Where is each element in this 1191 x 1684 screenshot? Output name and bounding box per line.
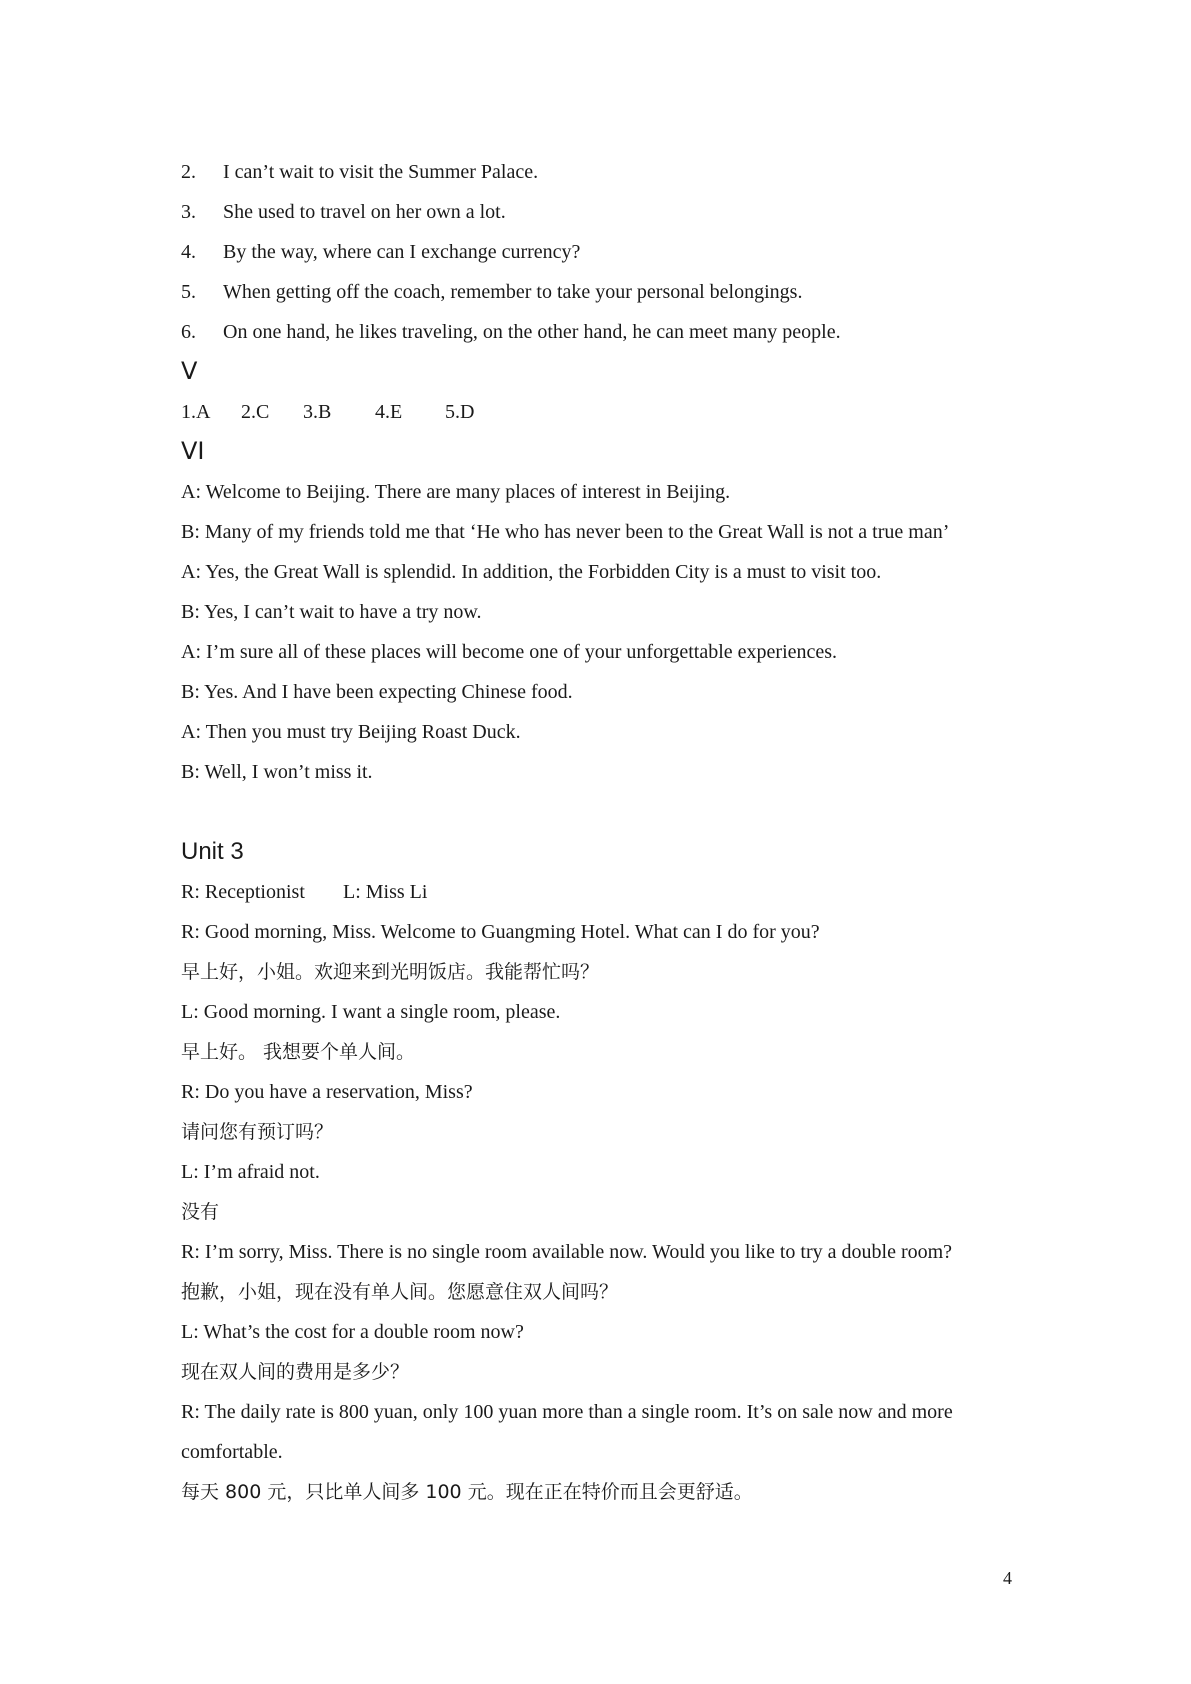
section-v-heading: Ⅴ (181, 358, 198, 385)
translation-line: 现在双人间的费用是多少？ (181, 1361, 410, 1383)
translation-line: 请问您有预订吗？ (181, 1121, 334, 1143)
dialogue-line: A: Welcome to Beijing. There are many places of interest in Beijing. (181, 481, 731, 503)
answer-item: 5.D (445, 401, 475, 423)
translation-line: 抱歉，小姐，现在没有单人间。您愿意住双人间吗？ (181, 1281, 619, 1303)
page-number: 4 (1003, 1568, 1012, 1588)
sentence-number: 4. (181, 241, 196, 263)
sentence-number: 5. (181, 281, 196, 303)
speaker-legend (181, 872, 1021, 912)
sentence-text: By the way, where can I exchange currency? (223, 241, 581, 263)
dialogue-line: R: I’m sorry, Miss. There is no single room available now. Would you like to try a double room? (181, 1241, 953, 1263)
dialogue-line: B: Many of my friends told me that ‘He who has never been to the Great Wall is not a true man’ (181, 521, 950, 543)
dialogue-line: B: Well, I won’t miss it. (181, 761, 373, 783)
answer-item: 4.E (375, 401, 403, 423)
speaker-l-label: L: Miss Li (343, 881, 428, 903)
dialogue-line: A: I’m sure all of these places will become one of your unforgettable experiences. (181, 641, 838, 663)
section-vi-heading: ⅤⅠ (181, 438, 205, 465)
sentence-number: 6. (181, 321, 196, 343)
dialogue-line: B: Yes, I can’t wait to have a try now. (181, 601, 482, 623)
dialogue-line: A: Then you must try Beijing Roast Duck. (181, 721, 521, 743)
numbered-sentence (181, 312, 1021, 352)
numbered-sentence (181, 272, 1021, 312)
translation-line: 早上好，小姐。欢迎来到光明饭店。我能帮忙吗？ (181, 961, 600, 983)
unit-heading: Unit 3 (181, 838, 244, 865)
answer-item: 2.C (241, 401, 270, 423)
speaker-r-label: R: Receptionist (181, 881, 305, 903)
answer-item: 3.B (303, 401, 332, 423)
numbered-sentence (181, 152, 1021, 192)
dialogue-line: L: I’m afraid not. (181, 1161, 320, 1183)
answer-key (181, 392, 1021, 432)
sentence-text: When getting off the coach, remember to take your personal belongings. (223, 281, 803, 303)
sentence-number: 2. (181, 161, 196, 183)
dialogue-line: A: Yes, the Great Wall is splendid. In addition, the Forbidden City is a must to visit too. (181, 561, 882, 583)
dialogue-line: R: Do you have a reservation, Miss? (181, 1081, 473, 1103)
dialogue-line: L: What’s the cost for a double room now? (181, 1321, 524, 1343)
dialogue-line: L: Good morning. I want a single room, please. (181, 1001, 561, 1023)
dialogue-line: B: Yes. And I have been expecting Chinese food. (181, 681, 573, 703)
numbered-sentence (181, 232, 1021, 272)
answer-item: 1.A (181, 401, 211, 423)
translation-line: 每天 800 元，只比单人间多 100 元。现在正在特价而且会更舒适。 (181, 1481, 753, 1503)
dialogue-line: R: Good morning, Miss. Welcome to Guangming Hotel. What can I do for you? (181, 921, 820, 943)
translation-line: 没有 (181, 1201, 220, 1223)
dialogue-line-continuation: comfortable. (181, 1441, 283, 1463)
sentence-text: I can’t wait to visit the Summer Palace. (223, 161, 539, 183)
sentence-text: On one hand, he likes traveling, on the other hand, he can meet many people. (223, 321, 841, 343)
sentence-text: She used to travel on her own a lot. (223, 201, 506, 223)
sentence-number: 3. (181, 201, 196, 223)
dialogue-line: R: The daily rate is 800 yuan, only 100 yuan more than a single room. It’s on sale now and more (181, 1401, 953, 1423)
page-content (181, 152, 1021, 1512)
numbered-sentence (181, 192, 1021, 232)
translation-line: 早上好。 我想要个单人间。 (181, 1041, 416, 1063)
section-spacer (181, 792, 1021, 832)
